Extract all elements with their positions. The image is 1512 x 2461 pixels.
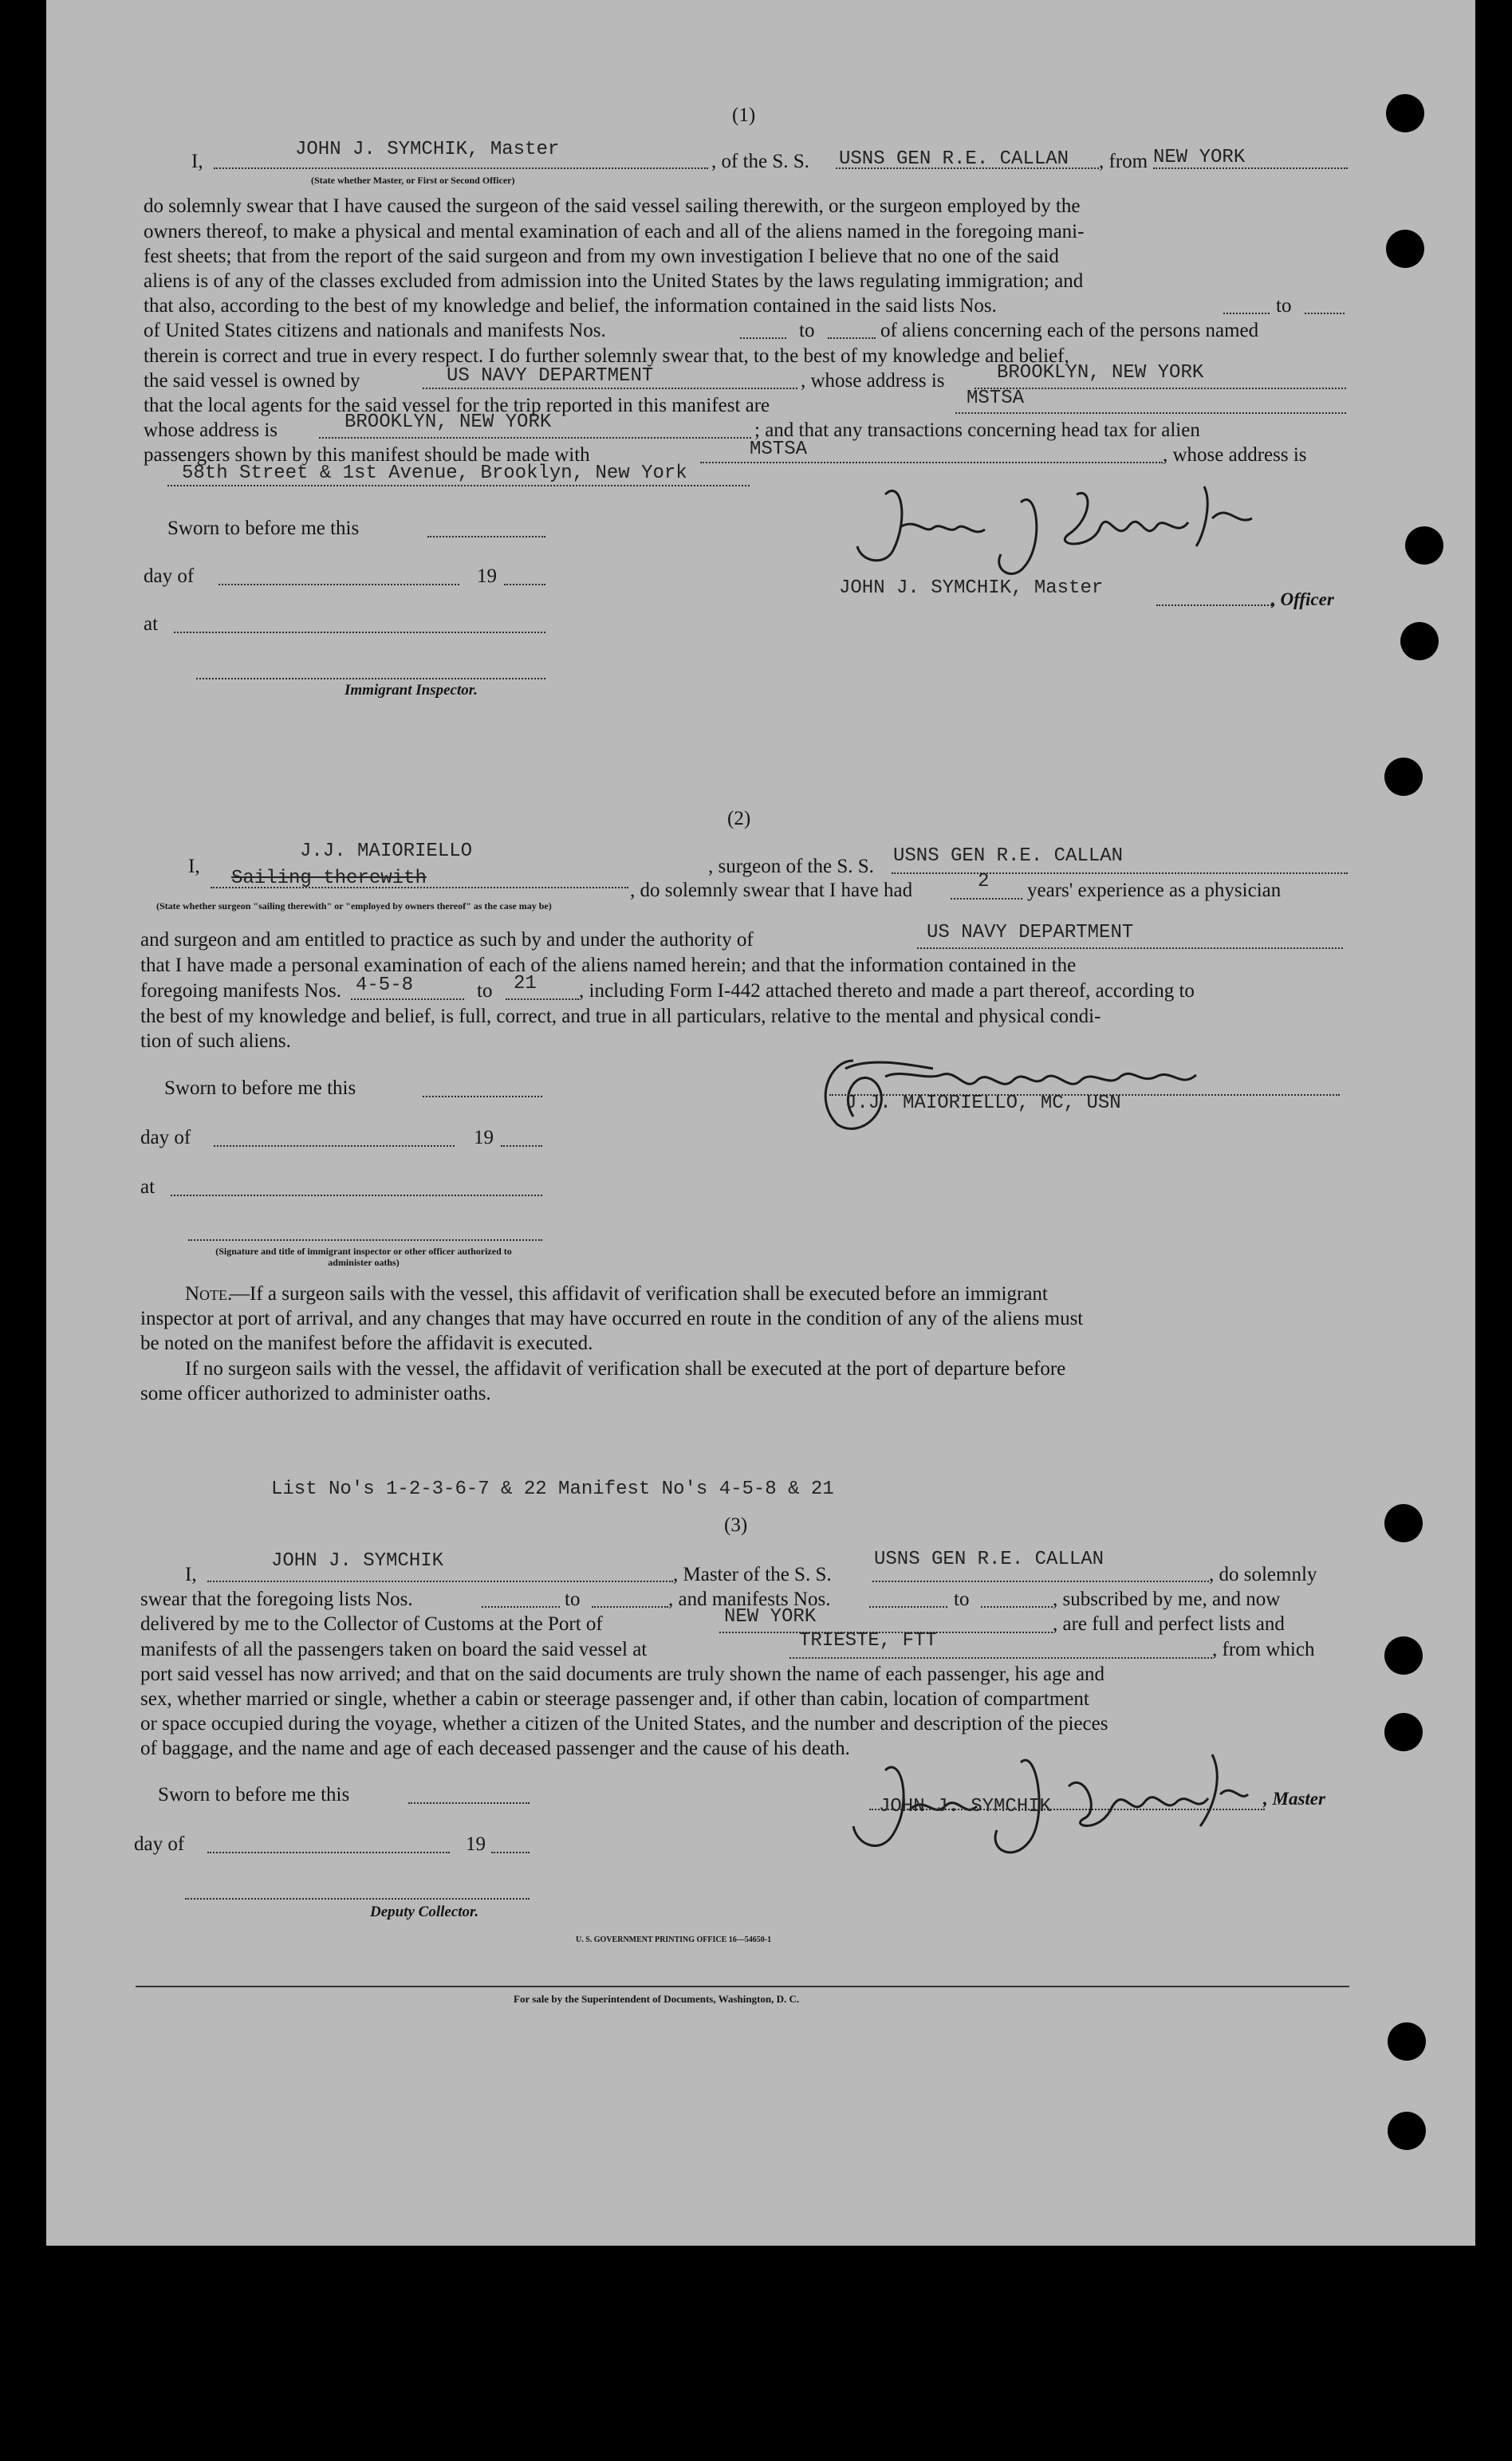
blank-line xyxy=(981,1606,1053,1608)
vessel-name: USNS GEN R.E. CALLAN xyxy=(839,148,1069,170)
departure-port: TRIESTE, FTT xyxy=(799,1630,937,1652)
for-sale-notice: For sale by the Superintendent of Documents, Washington, D. C. xyxy=(514,1993,800,2005)
oath-text: foregoing manifests Nos. xyxy=(140,980,342,1002)
blank-line xyxy=(892,872,1348,874)
arrival-port: NEW YORK xyxy=(724,1606,817,1628)
oath-text: I, xyxy=(191,151,203,172)
blank-line xyxy=(211,887,628,888)
oath-text: the best of my knowledge and belief, is full, correct, and true in all particulars, relative to the mental and physical condi- xyxy=(140,1006,1101,1027)
oath-text: fest sheets; that from the report of the said surgeon and from my own investigation I believe that no one of the said xyxy=(144,246,1059,267)
blank-line xyxy=(188,1239,542,1241)
punch-hole xyxy=(1388,2112,1426,2150)
year-label: 19 xyxy=(477,565,497,587)
deputy-caption: Deputy Collector. xyxy=(370,1904,479,1920)
oath-text: that the local agents for the said vessel for the trip reported in this manifest are xyxy=(144,395,770,416)
surgeon-status: Sailing therewith xyxy=(231,868,427,889)
blank-line xyxy=(789,1657,1212,1659)
blank-line xyxy=(219,584,459,585)
local-agents: MSTSA xyxy=(967,388,1025,409)
manifest-from: 4-5-8 xyxy=(356,975,414,996)
oath-text: to xyxy=(565,1589,581,1610)
blank-line xyxy=(829,1094,1340,1096)
oath-text: to xyxy=(799,320,815,341)
oath-text: , whose address is xyxy=(801,370,945,392)
oath-text: I, xyxy=(188,856,200,877)
blank-line xyxy=(491,1852,530,1853)
oath-text: therein is correct and true in every respect. I do further solemnly swear that, to the best of my knowledge and belief, xyxy=(144,345,1069,367)
blank-line xyxy=(1305,313,1345,314)
at-label: at xyxy=(140,1176,156,1198)
oath-text: , and manifests Nos. xyxy=(668,1589,831,1610)
footer-rule xyxy=(136,1986,1349,1987)
officer-caption: , Officer xyxy=(1271,589,1334,609)
punch-hole xyxy=(1388,2022,1426,2061)
oath-text: I, xyxy=(185,1564,197,1585)
oath-text: that I have made a personal examination of each of the aliens named herein; and that the information contained in the xyxy=(140,955,1077,976)
blank-line xyxy=(700,462,1163,463)
oath-text: , of the S. S. xyxy=(711,151,809,172)
section-number: (1) xyxy=(732,104,756,126)
oath-text: , subscribed by me, and now xyxy=(1053,1589,1281,1610)
blank-line xyxy=(482,1606,560,1608)
blank-line xyxy=(174,632,545,633)
master-signature xyxy=(837,471,1284,590)
head-tax-address: 58th Street & 1st Avenue, Brooklyn, New York xyxy=(182,463,687,484)
sworn-label: Sworn to before me this xyxy=(158,1784,350,1805)
from-port: NEW YORK xyxy=(1153,147,1246,168)
oath-text: port said vessel has now arrived; and that on the said documents are truly shown the name of each passenger, his age and xyxy=(140,1664,1105,1685)
vessel-name: USNS GEN R.E. CALLAN xyxy=(893,845,1124,867)
blank-line xyxy=(185,1898,530,1900)
blank-line xyxy=(167,485,750,486)
sworn-label: Sworn to before me this xyxy=(164,1077,356,1099)
oath-text: of United States citizens and nationals and manifests Nos. xyxy=(144,320,606,341)
note-text: some officer authorized to administer oaths. xyxy=(140,1383,491,1404)
blank-line xyxy=(214,167,708,169)
oath-text: sex, whether married or single, whether a cabin or steerage passenger and, if other than cabin, location of compartment xyxy=(140,1688,1089,1710)
vessel-name: USNS GEN R.E. CALLAN xyxy=(874,1549,1104,1570)
blank-line xyxy=(975,388,1346,389)
blank-line xyxy=(423,388,797,389)
note-text: If no surgeon sails with the vessel, the affidavit of verification shall be executed at the port of departure before xyxy=(185,1358,1066,1380)
master-caption: , Master xyxy=(1263,1789,1325,1809)
oath-text: and surgeon and am entitled to practice as such by and under the authority of xyxy=(140,929,754,951)
punch-hole xyxy=(1386,94,1424,132)
note-text: be noted on the manifest before the affidavit is executed. xyxy=(140,1333,593,1354)
oath-text: , including Form I-442 attached thereto and made a part thereof, according to xyxy=(579,980,1195,1002)
oath-text: , Master of the S. S. xyxy=(673,1564,832,1585)
master-note: (State whether Master, or First or Second Officer) xyxy=(311,175,515,186)
punch-hole xyxy=(1386,230,1424,268)
oath-text: the said vessel is owned by xyxy=(144,370,360,392)
oath-text: passengers shown by this manifest should be made with xyxy=(144,444,590,466)
blank-line xyxy=(740,337,786,339)
note-text: inspector at port of arrival, and any changes that may have occurred en route in the condition of any of the aliens must xyxy=(140,1308,1084,1329)
surgeon-typed-signature: J.J. MAIORIELLO, MC, USN xyxy=(845,1093,1121,1114)
oath-text: tion of such aliens. xyxy=(140,1030,291,1052)
oath-text: to xyxy=(1276,295,1292,317)
year-label: 19 xyxy=(466,1833,486,1855)
oath-text: delivered by me to the Collector of Customs at the Port of xyxy=(140,1613,603,1635)
blank-line xyxy=(592,1606,668,1608)
oath-text: to xyxy=(477,980,493,1002)
blank-line xyxy=(207,1581,673,1582)
section-number: (2) xyxy=(727,808,751,829)
master-typed-signature: JOHN J. SYMCHIK, Master xyxy=(839,577,1104,599)
master-name: JOHN J. SYMCHIK xyxy=(271,1550,444,1572)
blank-line xyxy=(504,584,545,585)
blank-line xyxy=(207,1852,450,1853)
oath-text: , from which xyxy=(1212,1639,1315,1660)
oath-text: that also, according to the best of my knowledge and belief, the information contained in the said lists Nos. xyxy=(144,295,997,317)
blank-line xyxy=(1223,313,1270,314)
oath-text: of aliens concerning each of the persons named xyxy=(880,320,1259,341)
punch-hole xyxy=(1384,1713,1423,1751)
blank-line xyxy=(869,1606,947,1608)
blank-line xyxy=(171,1195,542,1196)
blank-line xyxy=(196,678,545,679)
manifest-to: 21 xyxy=(514,973,537,994)
blank-line xyxy=(319,437,751,439)
inspector-caption: Immigrant Inspector. xyxy=(345,682,478,699)
note-title: Note. xyxy=(185,1283,233,1305)
day-label: day of xyxy=(134,1833,185,1855)
oath-text: , are full and perfect lists and xyxy=(1053,1613,1285,1635)
oath-text: years' experience as a physician xyxy=(1027,880,1282,901)
oath-text: , from xyxy=(1099,151,1148,172)
blank-line xyxy=(408,1802,530,1804)
oath-text: owners thereof, to make a physical and mental examination of each and all of the aliens named in the foregoing mani- xyxy=(144,221,1085,242)
punch-hole xyxy=(1405,526,1443,565)
oath-text: ; and that any transactions concerning head tax for alien xyxy=(754,419,1200,441)
head-tax-agent: MSTSA xyxy=(750,439,808,460)
oath-text: do solemnly swear that I have caused the surgeon of the said vessel sailing therewith, or the surgeon employed by the xyxy=(144,195,1081,217)
master-typed-signature: JOHN J. SYMCHIK xyxy=(879,1796,1052,1817)
blank-line xyxy=(869,1809,1265,1810)
sworn-label: Sworn to before me this xyxy=(167,518,360,539)
punch-hole xyxy=(1400,622,1439,660)
punch-hole xyxy=(1384,1504,1423,1542)
blank-line xyxy=(955,412,1346,414)
oath-text: of baggage, and the name and age of each deceased passenger and the cause of his death. xyxy=(140,1738,850,1759)
oath-text: , do solemnly xyxy=(1209,1564,1317,1585)
blank-line xyxy=(501,1145,542,1147)
surgeon-authority: US NAVY DEPARTMENT xyxy=(927,922,1134,943)
blank-line xyxy=(1156,604,1274,606)
blank-line xyxy=(872,1581,1209,1582)
oath-text: , surgeon of the S. S. xyxy=(708,856,874,877)
oath-text: manifests of all the passengers taken on board the said vessel at xyxy=(140,1639,648,1660)
oath-text: or space occupied during the voyage, whether a citizen of the United States, and the number and description of the pieces xyxy=(140,1713,1108,1735)
blank-line xyxy=(351,998,464,1000)
oath-text: whose address is xyxy=(144,419,278,441)
blank-line xyxy=(427,536,545,537)
list-manifest-numbers: List No's 1-2-3-6-7 & 22 Manifest No's 4-5-8 & 21 xyxy=(271,1479,834,1500)
day-label: day of xyxy=(144,565,195,587)
gpo-imprint: U. S. GOVERNMENT PRINTING OFFICE 16—54650-1 xyxy=(576,1935,772,1944)
surgeon-note: (State whether surgeon "sailing therewith" or "employed by owners thereof" as the case may be) xyxy=(156,900,552,912)
blank-line xyxy=(951,898,1022,900)
blank-line xyxy=(506,998,579,1000)
blank-line xyxy=(423,1096,542,1097)
punch-hole xyxy=(1384,1636,1423,1675)
master-name: JOHN J. SYMCHIK, Master xyxy=(295,139,560,160)
blank-line xyxy=(214,1145,455,1147)
vessel-owner: US NAVY DEPARTMENT xyxy=(447,365,654,387)
year-label: 19 xyxy=(474,1127,494,1148)
oath-text: , do solemnly swear that I have had xyxy=(630,880,913,901)
blank-line xyxy=(917,947,1343,949)
at-label: at xyxy=(144,613,159,635)
note-text: —If a surgeon sails with the vessel, this affidavit of verification shall be executed before an immigrant xyxy=(230,1283,1048,1305)
surgeon-name: J.J. MAIORIELLO xyxy=(300,841,473,862)
owner-address: BROOKLYN, NEW YORK xyxy=(997,362,1204,384)
blank-line xyxy=(828,337,876,339)
oath-text: swear that the foregoing lists Nos. xyxy=(140,1589,413,1610)
day-label: day of xyxy=(140,1127,191,1148)
section-number: (3) xyxy=(724,1514,748,1536)
signature-caption: (Signature and title of immigrant inspector or other officer authorized to administer oaths) xyxy=(215,1246,512,1268)
oath-text: to xyxy=(954,1589,970,1610)
oath-text: , whose address is xyxy=(1163,444,1307,466)
agent-address: BROOKLYN, NEW YORK xyxy=(345,411,552,433)
oath-text: aliens is of any of the classes excluded from admission into the United States by the laws regulating immigration; and xyxy=(144,270,1084,292)
punch-hole xyxy=(1384,758,1423,796)
years-experience: 2 xyxy=(978,871,990,892)
